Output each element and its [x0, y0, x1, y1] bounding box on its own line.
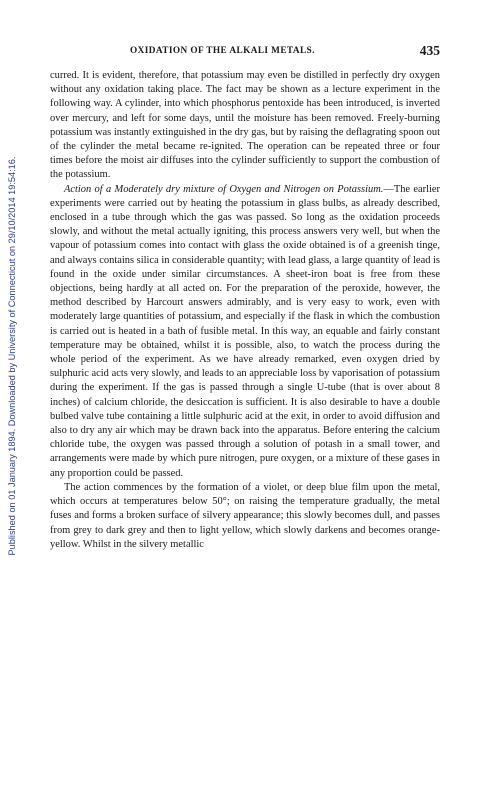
paragraph-text: —The earlier experiments were carried out by heating the potassium in glass bulbs, as already described, enclosed in a tube through which the gas was passed. So long as the oxidation proceeds slowly, and without the metal actually igniting, this process answers very well, but when the vapour of potassium comes into contact with glass the oxide obtained is of a greenish tinge, and always contains silica in considerable quantity; with lead glass, a large quantity of lead is found in the oxide under similar circumstances. A sheet-iron boat is free from these objections, being hardly at all acted on. For the preparation of the peroxide, however, the method described by Harcourt answers admirably, and is very easy to work, even with moderately large quantities of potassium, and especially if the flask in which the combustion is carried out is heated in a bath of fusible metal. In this way, an equable and fairly constant temperature may be obtained, whilst it is possible, also, to watch the process during the whole period of the experiment. As we have already remarked, even oxygen dried by sulphuric acid acts very slowly, and leads to an appreciable loss by vaporisation of potassium during the experiment. If the gas is passed through a single U-tube (that is over about 8 inches) of calcium chloride, the desiccation is sufficient. It is also desirable to have a double bulbed valve tube containing a little sulphuric acid at the exit, in order to avoid diffusion and also to dry any air which may be drawn back into the apparatus. Before entering the calcium chloride tube, the oxygen was passed through a solution of potash in a small tower, and arrangements were made by which pure nitrogen, pure oxygen, or a mixture of these gases in any proportion could be passed. [50, 183, 440, 479]
paragraph-text: The action commences by the formation of a violet, or deep blue film upon the metal, which occurs at temperatures below 50°; on raising the temperature gradually, the metal fuses and forms a broken surface of silvery appearance; this slowly becomes dull, and passes from grey to dark grey and then to light yellow, which slowly darkens and becomes orange-yellow. Whilst in the silvery metallic [50, 481, 440, 550]
article-body [50, 69, 440, 552]
download-watermark-text: Published on 01 January 1894. Downloaded by University of Connecticut on 29/10/2014 19:54:16. [7, 156, 17, 556]
section-heading: Action of a Moderately dry mixture of Oxygen and Nitrogen on Potassium. [64, 183, 384, 195]
running-head [50, 43, 440, 62]
download-watermark [2, 76, 22, 636]
paragraph [50, 481, 440, 552]
running-title: OXIDATION OF THE ALKALI METALS. [130, 46, 315, 56]
paragraph [50, 69, 440, 183]
page-number: 435 [419, 43, 440, 58]
paragraph-text: curred. It is evident, therefore, that potassium may even be distilled in perfectly dry oxygen without any oxidation taking place. The fact may be shown as a lecture experiment in the following way. A cylinder, into which phosphorus pentoxide has been introduced, is inverted over mercury, and left for some days, until the moisture has been removed. Freely-burning potassium was instantly extinguished in the dry gas, but by raising the deflagrating spoon out of the cylinder the metal became re-ignited. The operation can be repeated three or four times before the moist air diffuses into the cylinder sufficiently to support the combustion of the potassium. [50, 70, 440, 181]
paragraph [50, 183, 440, 481]
